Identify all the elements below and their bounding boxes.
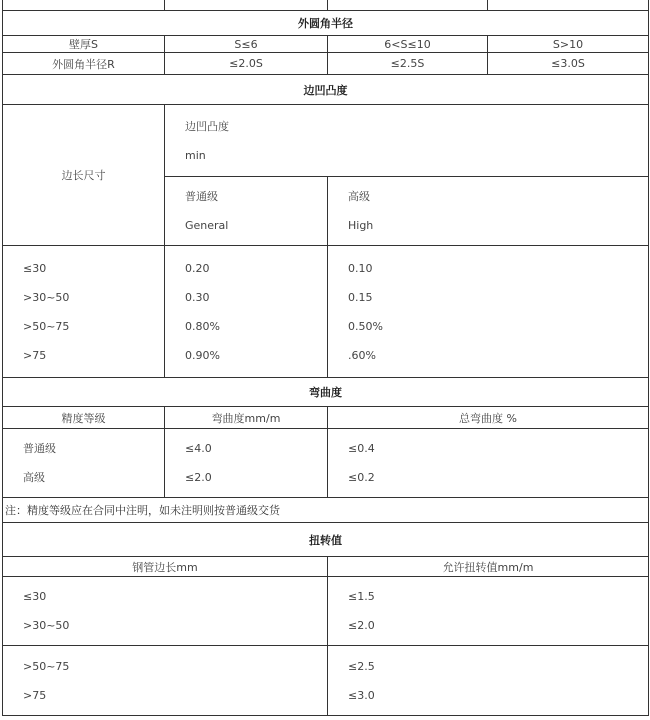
section-twist: 扭转值 — [3, 523, 649, 557]
radius-value: ≤2.5S — [328, 53, 488, 75]
concavity-header — [165, 105, 649, 177]
size: >50~75 — [23, 659, 70, 673]
value: 0.10 — [348, 261, 373, 275]
high-grade-header — [328, 177, 649, 246]
previous-row — [3, 0, 649, 11]
bending-grades — [3, 429, 165, 498]
size: >30~50 — [23, 619, 70, 632]
grade: 普通级 — [23, 442, 56, 455]
radius-value: ≤2.0S — [165, 53, 328, 75]
radius-label: 外圆角半径R — [3, 53, 165, 75]
value: 0.90% — [185, 348, 220, 362]
value: ≤2.0 — [348, 619, 375, 632]
bending-header: 弯曲度mm/m — [165, 407, 328, 429]
general-cn: 普通级 — [185, 190, 218, 203]
wall-range: S≤6 — [165, 36, 328, 53]
value: 0.15 — [348, 290, 373, 304]
general-grade-header — [165, 177, 328, 246]
concavity-high-values — [328, 246, 649, 378]
twist-values — [328, 577, 649, 646]
size: ≤30 — [23, 590, 47, 603]
value: ≤0.4 — [348, 442, 375, 455]
bending-per-m — [165, 429, 328, 498]
size: >50~75 — [23, 319, 70, 333]
value: .60% — [348, 348, 376, 362]
value: 0.50% — [348, 319, 383, 333]
size: >75 — [23, 688, 47, 702]
value: 0.80% — [185, 319, 220, 333]
concavity-header-text: 边凹凸度 — [185, 119, 229, 133]
value: ≤1.5 — [348, 590, 375, 603]
bending-header: 精度等级 — [3, 407, 165, 429]
value: 0.30 — [185, 290, 210, 304]
wall-range: S>10 — [488, 36, 649, 53]
side-size-label: 边长尺寸 — [3, 105, 165, 246]
value: ≤4.0 — [185, 442, 212, 455]
concavity-general-values — [165, 246, 328, 378]
general-en: General — [185, 219, 229, 232]
value: 0.20 — [185, 261, 210, 275]
concavity-sizes — [3, 246, 165, 378]
value: ≤0.2 — [348, 471, 375, 484]
bending-total — [328, 429, 649, 498]
section-concavity: 边凹凸度 — [3, 75, 649, 105]
grade: 高级 — [23, 471, 45, 484]
section-corner-radius: 外圆角半径 — [3, 11, 649, 36]
value: ≤2.0 — [185, 471, 212, 484]
wall-label: 壁厚S — [3, 36, 165, 53]
value: ≤3.0 — [348, 688, 375, 702]
spec-table — [2, 0, 649, 716]
section-bending: 弯曲度 — [3, 378, 649, 407]
bending-note: 注：精度等级应在合同中注明，如未注明则按普通级交货 — [3, 498, 649, 523]
wall-range: 6<S≤10 — [328, 36, 488, 53]
twist-sizes — [3, 646, 328, 716]
size: ≤30 — [23, 261, 47, 275]
twist-header: 钢管边长mm — [3, 557, 328, 577]
size: >30~50 — [23, 290, 70, 304]
twist-sizes — [3, 577, 328, 646]
concavity-unit: min — [185, 148, 206, 162]
value: ≤2.5 — [348, 659, 375, 673]
size: >75 — [23, 348, 47, 362]
twist-values — [328, 646, 649, 716]
twist-header: 允许扭转值mm/m — [328, 557, 649, 577]
radius-value: ≤3.0S — [488, 53, 649, 75]
high-en: High — [348, 219, 374, 232]
high-cn: 高级 — [348, 190, 370, 203]
bending-header: 总弯曲度 % — [328, 407, 649, 429]
